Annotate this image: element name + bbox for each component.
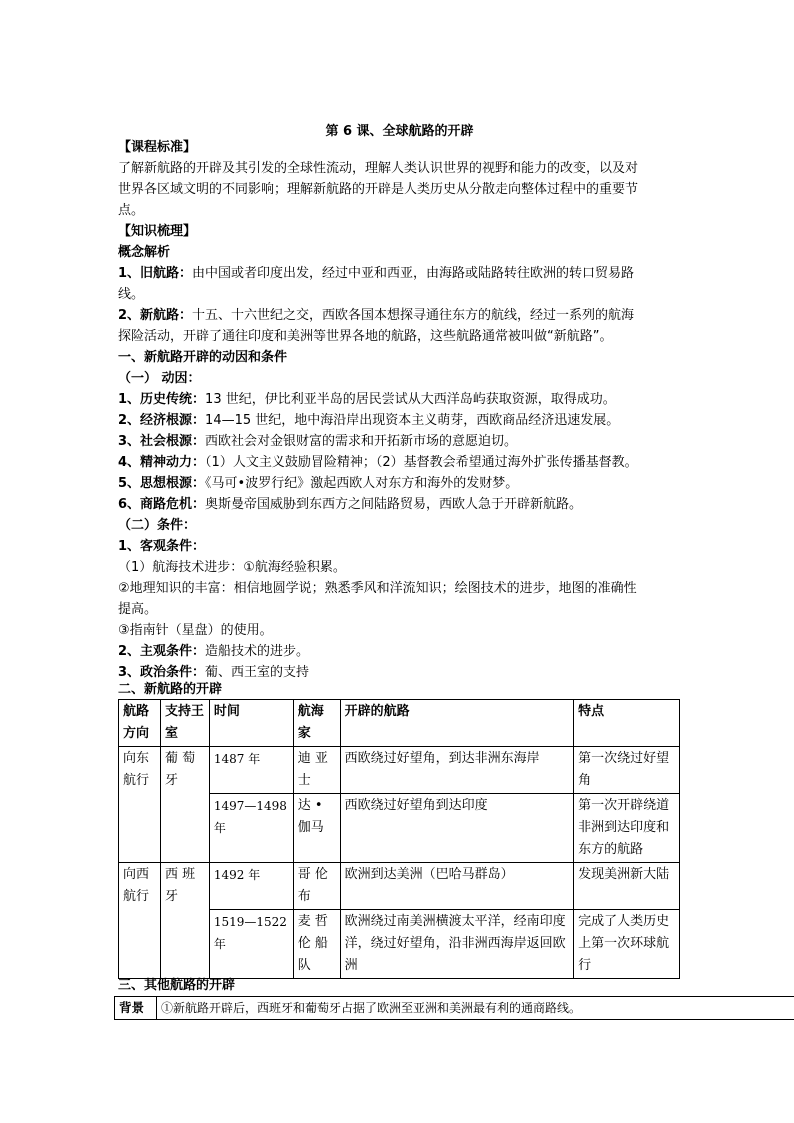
subjective-text: 造船技术的进步。 — [205, 644, 310, 659]
royal-cell: 西 班 牙 — [160, 863, 209, 979]
route-cell: 西欧绕过好望角，到达非洲东海岸 — [340, 747, 574, 794]
subjective-item — [118, 641, 684, 662]
motive-item — [118, 410, 684, 431]
route-cell: 欧洲绕过南美洲横渡太平洋，经南印度洋，绕过好望角，沿非洲西海岸返回欧洲 — [340, 910, 574, 979]
navigator-cell: 哥 伦 布 — [293, 863, 340, 910]
motive-item — [118, 473, 684, 494]
royal-cell: 葡 萄 牙 — [160, 747, 209, 863]
motive-label: 1、历史传统： — [118, 392, 206, 407]
motive-text: 《马可•波罗行纪》激起西欧人对东方和海外的发财梦。 — [205, 476, 519, 491]
background-label: 背景 — [115, 997, 157, 1020]
column-header: 航路方向 — [119, 700, 161, 747]
new-route-line — [118, 305, 684, 326]
motive-text: 西欧社会对金银财富的需求和开拓新市场的意愿迫切。 — [205, 434, 518, 449]
curriculum-heading: 【课程标准】 — [118, 140, 197, 155]
motive-label: 4、精神动力： — [118, 455, 206, 470]
curriculum-line: 世界各区域文明的不同影响；理解新航路的开辟是人类历史从分散走向整体过程中的重要节 — [118, 182, 639, 197]
feature-cell: 第一次开辟绕道非洲到达印度和东方的航路 — [574, 794, 680, 863]
curriculum-section — [118, 137, 684, 221]
route-cell: 西欧绕过好望角到达印度 — [340, 794, 574, 863]
condition-heading: （二）条件： — [118, 518, 197, 533]
motive-text: 奥斯曼帝国威胁到东西方之间陆路贸易，西欧人急于开辟新航路。 — [205, 497, 583, 512]
objective-line: 提高。 — [118, 602, 158, 617]
curriculum-line: 了解新航路的开辟及其引发的全球性流动，理解人类认识世界的视野和能力的改变，以及对 — [118, 161, 639, 176]
direction-cell: 向西航行 — [119, 863, 161, 979]
column-header: 航海家 — [293, 700, 340, 747]
motive-item — [118, 389, 684, 410]
objective-line: （1）航海技术进步：①航海经验积累。 — [118, 560, 346, 575]
motive-item — [118, 452, 684, 473]
section-3-heading: 三、其他航路的开辟 — [118, 978, 236, 993]
table-header-row — [119, 700, 680, 747]
objective-label: 1、客观条件： — [118, 539, 206, 554]
objective-line: ③指南针（星盘）的使用。 — [118, 623, 273, 638]
concept-heading: 概念解析 — [118, 245, 171, 260]
table-row — [119, 863, 680, 910]
objective-line: ②地理知识的丰富：相信地圆学说；熟悉季风和洋流知识；绘图技术的进步，地图的准确性 — [118, 581, 637, 596]
motive-heading: （一） 动因： — [118, 371, 201, 386]
feature-cell: 发现美洲新大陆 — [574, 863, 680, 910]
motive-item — [118, 431, 684, 452]
feature-cell: 第一次绕过好望角 — [574, 747, 680, 794]
column-header: 支持王室 — [160, 700, 209, 747]
background-text: ①新航路开辟后，西班牙和葡萄牙占据了欧洲至亚洲和美洲最有利的通商路线。 — [157, 997, 794, 1020]
other-routes-table — [114, 996, 794, 1020]
motive-text: 14—15 世纪，地中海沿岸出现资本主义萌芽，西欧商品经济迅速发展。 — [205, 413, 620, 428]
motive-label: 5、思想根源： — [118, 476, 206, 491]
knowledge-section — [118, 221, 684, 347]
new-route-label: 2、新航路： — [118, 308, 193, 323]
lesson-title: 第 6 课、全球航路的开辟 — [325, 124, 474, 139]
table-row — [115, 997, 794, 1020]
section-2-heading: 二、新航路的开辟 — [118, 682, 223, 697]
political-label: 3、政治条件： — [118, 665, 206, 680]
time-cell: 1497—1498 年 — [209, 794, 293, 863]
old-route-line-2: 线。 — [118, 287, 145, 302]
routes-table — [118, 699, 680, 979]
section-1 — [118, 347, 684, 683]
time-cell: 1519—1522 年 — [209, 910, 293, 979]
knowledge-heading: 【知识梳理】 — [118, 224, 197, 239]
navigator-cell: 迪 亚 士 — [293, 747, 340, 794]
old-route-text: 由中国或者印度出发，经过中亚和西亚，由海路或陆路转往欧洲的转口贸易路 — [192, 266, 635, 281]
column-header: 特点 — [574, 700, 680, 747]
new-route-text: 十五、十六世纪之交，西欧各国本想探寻通往东方的航线，经过一系列的航海 — [192, 308, 635, 323]
navigator-cell: 麦 哲 伦 船 队 — [293, 910, 340, 979]
feature-cell: 完成了人类历史上第一次环球航行 — [574, 910, 680, 979]
time-cell: 1492 年 — [209, 863, 293, 910]
navigator-cell: 达 • 伽马 — [293, 794, 340, 863]
section-1-heading: 一、新航路开辟的动因和条件 — [118, 350, 288, 365]
motive-label: 2、经济根源： — [118, 413, 206, 428]
subjective-label: 2、主观条件： — [118, 644, 206, 659]
new-route-line-2: 探险活动，开辟了通往印度和美洲等世界各地的航路，这些航路通常被叫做“新航路”。 — [118, 329, 613, 344]
old-route-line — [118, 263, 684, 284]
political-text: 葡、西王室的支持 — [205, 665, 310, 680]
old-route-label: 1、旧航路： — [118, 266, 193, 281]
motive-text: （1）人文主义鼓励冒险精神；（2）基督教会希望通过海外扩张传播基督教。 — [205, 455, 638, 470]
direction-cell: 向东航行 — [119, 747, 161, 863]
route-cell: 欧洲到达美洲（巴哈马群岛） — [340, 863, 574, 910]
time-cell: 1487 年 — [209, 747, 293, 794]
motive-label: 3、社会根源： — [118, 434, 206, 449]
column-header: 时间 — [209, 700, 293, 747]
curriculum-line: 点。 — [118, 203, 145, 218]
motive-label: 6、商路危机： — [118, 497, 206, 512]
column-header: 开辟的航路 — [340, 700, 574, 747]
table-row — [119, 747, 680, 794]
motive-item — [118, 494, 684, 515]
motive-text: 13 世纪，伊比利亚半岛的居民尝试从大西洋岛屿获取资源，取得成功。 — [205, 392, 616, 407]
